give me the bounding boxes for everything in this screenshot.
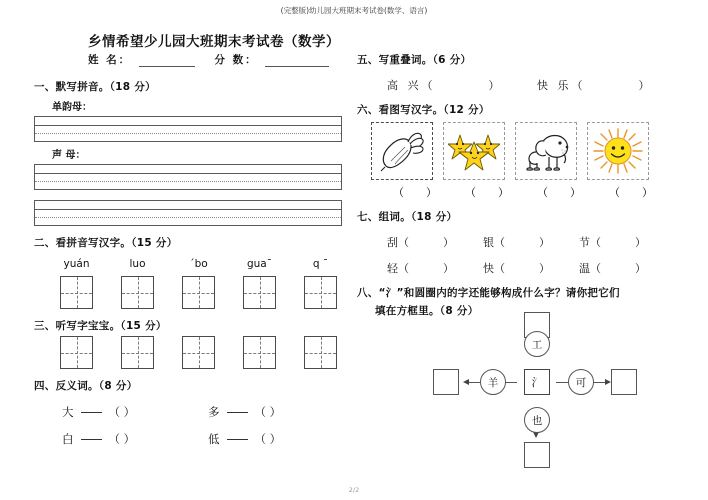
right-column: [357, 52, 687, 452]
radical-center-box: 氵: [524, 369, 550, 395]
answer-paren-close: ）: [488, 79, 500, 92]
tianzi-box[interactable]: [182, 276, 215, 309]
answer-paren[interactable]: （: [590, 262, 635, 275]
staff-line-dotted: [35, 133, 341, 134]
page-number: 2/2: [348, 486, 360, 494]
circle-char-right: 可: [568, 369, 594, 395]
compose-word-item: [579, 260, 675, 276]
running-head: (完整版)幼儿园大班期末考试卷(数学、语言): [280, 6, 428, 15]
antonym-row: [34, 431, 354, 447]
antonym-word: 大: [62, 405, 74, 419]
left-column: [34, 52, 354, 447]
picture-answer-row: [357, 184, 687, 200]
pinyin-staff-3[interactable]: [34, 200, 342, 226]
staff-line: [35, 173, 341, 174]
name-field[interactable]: [139, 55, 195, 67]
pinyin-syllable: guaˉ: [246, 258, 272, 270]
grid-cell: [46, 276, 107, 309]
reduplication-item: [537, 77, 687, 93]
compose-word-row: [357, 234, 687, 250]
section-2-heading: 二、看拼音写汉字。（15 分）: [34, 237, 178, 249]
compose-word-char: 银: [483, 236, 494, 249]
grid-cell: [290, 336, 351, 369]
picture-answer[interactable]: （）: [609, 186, 675, 199]
picture-answer[interactable]: （）: [393, 186, 459, 199]
answer-box-left[interactable]: [433, 369, 459, 395]
compose-word-char: 轻: [387, 262, 398, 275]
staff-line: [35, 209, 341, 210]
antonym-item: [208, 404, 354, 420]
reduplication-word: 快 乐: [537, 79, 572, 92]
pinyin-syllable: yuán: [63, 258, 90, 270]
answer-paren-close: ）: [635, 236, 646, 249]
dog-icon: [520, 128, 572, 174]
answer-box-bottom[interactable]: [524, 442, 550, 468]
answer-paren[interactable]: （: [494, 262, 539, 275]
connector-line: [556, 382, 568, 383]
dash-icon: [227, 439, 248, 440]
name-label: 姓 名：: [88, 54, 132, 66]
section-7-heading: 七、组词。（18 分）: [357, 211, 458, 223]
reduplication-word: 高 兴: [387, 79, 422, 92]
score-label: 分 数：: [214, 54, 258, 66]
section-6-heading: 六、看图写汉字。（12 分）: [357, 104, 490, 116]
dash-icon: [81, 412, 102, 413]
section-4-heading: 四、反义词。（8 分）: [34, 380, 138, 392]
grid-cell: [290, 276, 351, 309]
picture-row: [357, 122, 687, 180]
antonym-item: [208, 431, 354, 447]
section-1-heading: 一、默写拼音。（18 分）: [34, 81, 156, 93]
antonym-word: 白: [62, 432, 74, 446]
pinyin-staff-2[interactable]: [34, 164, 342, 190]
answer-paren[interactable]: （: [590, 236, 635, 249]
page-title: 乡情希望少儿园大班期末考试卷（数学）: [88, 34, 340, 50]
pinyin-staff-1[interactable]: [34, 116, 342, 142]
tianzi-box[interactable]: [182, 336, 215, 369]
staff-line: [35, 125, 341, 126]
picture-box-sun: [587, 122, 649, 180]
picture-box-radish: [371, 122, 433, 180]
answer-paren[interactable]: （: [398, 262, 443, 275]
compose-word-item: [483, 234, 579, 250]
section-8-heading-line2: 填在方框里。（8 分）: [375, 305, 479, 317]
tianzi-box[interactable]: [243, 336, 276, 369]
answer-paren-close: ）: [638, 79, 650, 92]
compose-word-char: 刮: [387, 236, 398, 249]
connector-line: [468, 382, 480, 383]
answer-paren-close: ）: [539, 262, 550, 275]
picture-box-stars: [443, 122, 505, 180]
circle-char-bottom: 也: [524, 407, 550, 433]
dash-icon: [81, 439, 102, 440]
tianzi-box[interactable]: [243, 276, 276, 309]
answer-paren[interactable]: （: [421, 79, 489, 92]
section-2-grid-row: [34, 276, 354, 309]
antonym-answer[interactable]: （ ）: [254, 405, 282, 419]
picture-box-dog: [515, 122, 577, 180]
answer-paren[interactable]: （: [571, 79, 639, 92]
antonym-answer[interactable]: （ ）: [108, 432, 136, 446]
connector-line: [505, 382, 517, 383]
compose-word-item: [387, 260, 483, 276]
tianzi-box[interactable]: [304, 336, 337, 369]
grid-cell: [107, 276, 168, 309]
character-composition-diagram: [417, 322, 657, 452]
pinyin-syllable: q ˉ: [312, 258, 329, 270]
tianzi-box[interactable]: [60, 336, 93, 369]
antonym-item: [62, 431, 208, 447]
student-info-row: [34, 52, 354, 70]
compose-word-row: [357, 260, 687, 276]
answer-paren-close: ）: [635, 262, 646, 275]
grid-cell: [229, 336, 290, 369]
answer-paren-close: ）: [443, 236, 454, 249]
pinyin-syllable: ˊbo: [189, 258, 208, 270]
answer-paren-close: ）: [539, 236, 550, 249]
circle-char-left: 羊: [480, 369, 506, 395]
grid-cell: [168, 336, 229, 369]
antonym-answer[interactable]: （ ）: [254, 432, 282, 446]
antonym-word: 多: [208, 405, 220, 419]
antonym-answer[interactable]: （ ）: [108, 405, 136, 419]
staff-line-dotted: [35, 181, 341, 182]
picture-answer[interactable]: （）: [465, 186, 531, 199]
grid-cell: [168, 276, 229, 309]
antonym-item: [62, 404, 208, 420]
compose-word-char: 快: [483, 262, 494, 275]
picture-answer[interactable]: （）: [537, 186, 603, 199]
pinyin-syllable-row: [34, 258, 354, 273]
score-field[interactable]: [265, 55, 329, 67]
compose-word-item: [483, 260, 579, 276]
spacer: [34, 190, 354, 197]
section-3-grid-row: [34, 336, 354, 369]
compose-word-item: [579, 234, 675, 250]
antonym-row: [34, 404, 354, 420]
dash-icon: [227, 412, 248, 413]
section-1-sub-shengmu: 声 母：: [52, 150, 86, 161]
grid-cell: [229, 276, 290, 309]
staff-line-dotted: [35, 217, 341, 218]
section-5-heading: 五、写重叠词。（6 分）: [357, 54, 472, 66]
grid-cell: [107, 336, 168, 369]
answer-box-right[interactable]: [611, 369, 637, 395]
antonym-word: 低: [208, 432, 220, 446]
reduplication-item: [387, 77, 537, 93]
tianzi-box[interactable]: [121, 276, 154, 309]
answer-paren[interactable]: （: [398, 236, 443, 249]
pinyin-syllable: luo: [129, 258, 146, 270]
sun-icon: [592, 127, 644, 175]
reduplication-row: [357, 77, 687, 93]
tianzi-box[interactable]: [60, 276, 93, 309]
tianzi-box[interactable]: [121, 336, 154, 369]
compose-word-char: 节: [579, 236, 590, 249]
grid-cell: [46, 336, 107, 369]
compose-word-item: [387, 234, 483, 250]
section-3-heading: 三、听写字宝宝。（15 分）: [34, 320, 167, 332]
compose-word-char: 温: [579, 262, 590, 275]
section-8-heading-line1: 八、“氵”和圆圈内的字还能够构成什么字？请你把它们: [357, 287, 620, 299]
circle-char-top: 工: [524, 331, 550, 357]
section-1-sub-danyunmu: 单韵母：: [52, 102, 92, 113]
stars-icon: [448, 129, 500, 173]
radish-icon: [377, 128, 427, 174]
tianzi-box[interactable]: [304, 276, 337, 309]
answer-paren-close: ）: [443, 262, 454, 275]
answer-paren[interactable]: （: [494, 236, 539, 249]
arrow-left-icon: [463, 379, 469, 385]
